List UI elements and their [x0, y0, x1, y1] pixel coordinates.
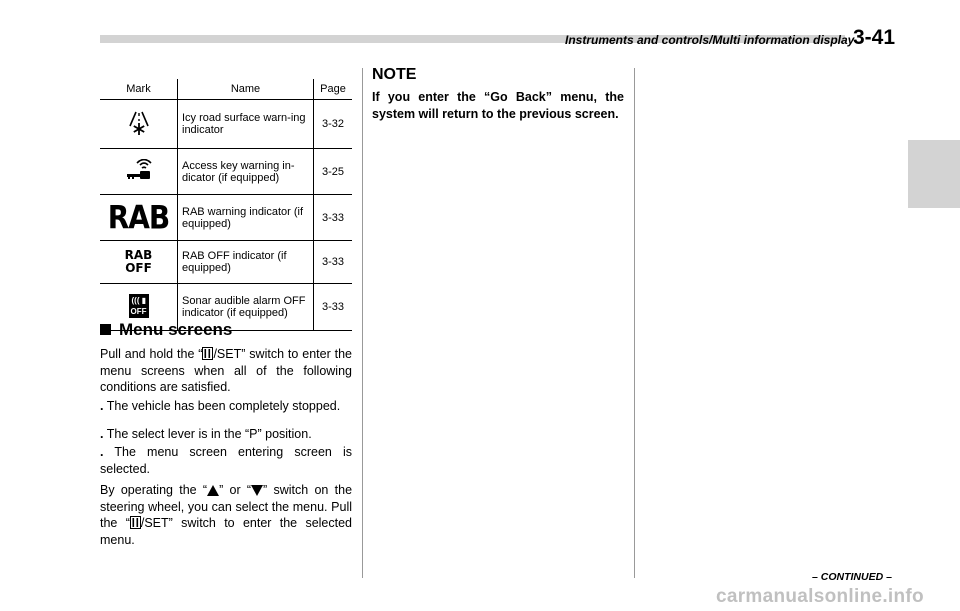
- chapter-side-tab: [908, 140, 960, 208]
- page-number: 3-41: [853, 26, 896, 49]
- column-header: Mark: [100, 79, 178, 100]
- info-switch-icon: [202, 347, 213, 360]
- table-row: [100, 241, 352, 284]
- list-item: . The select lever is in the “P” position.: [100, 427, 312, 441]
- square-bullet-icon: [100, 324, 111, 335]
- info-switch-icon: [130, 516, 141, 529]
- column-divider: [634, 68, 635, 578]
- table-row: [100, 195, 352, 241]
- section-heading: Menu screens: [100, 320, 232, 340]
- access-key-warning-icon: [124, 159, 154, 181]
- note-title: NOTE: [372, 66, 417, 83]
- list-item: . The menu screen entering screen is selected.: [100, 445, 352, 476]
- watermark: carmanualsonline.info: [716, 586, 924, 607]
- indicator-name: Sonar audible alarm OFF indicator (if equipped): [178, 284, 314, 331]
- page-reference: 3-33: [314, 284, 353, 331]
- indicator-name: Access key warning in-dicator (if equipped): [178, 149, 314, 195]
- table-header-row: [100, 79, 352, 100]
- rab-off-icon: RAB OFF: [124, 248, 153, 275]
- indicator-name: RAB warning indicator (if equipped): [178, 195, 314, 241]
- page-reference: 3-33: [314, 195, 353, 241]
- down-triangle-icon: [251, 485, 263, 496]
- list-item: . The vehicle has been completely stopped.: [100, 399, 341, 413]
- note-body: If you enter the “Go Back” menu, the system will return to the previous screen.: [372, 90, 624, 121]
- rab-warning-icon: RAB: [107, 198, 170, 237]
- section-title: Instruments and controls/Multi information display: [565, 33, 855, 47]
- icy-road-warning-icon: [127, 110, 151, 136]
- page-reference: 3-25: [314, 149, 353, 195]
- up-triangle-icon: [207, 485, 219, 496]
- page-reference: 3-33: [314, 241, 353, 284]
- column-divider: [362, 68, 363, 578]
- sonar-alarm-off-icon: ((( ▮ OFF: [130, 295, 147, 316]
- indicator-table: [100, 79, 352, 331]
- page-reference: 3-32: [314, 100, 353, 149]
- continued-label: – CONTINUED –: [812, 571, 892, 583]
- column-header: Page: [314, 79, 353, 100]
- operation-paragraph: By operating the “ ” or “ ” switch on the steering wheel, you can select the menu. Pull the “ /SET” switch to enter the selected menu.: [100, 483, 353, 547]
- indicator-name: RAB OFF indicator (if equipped): [178, 241, 314, 284]
- table-row: [100, 100, 352, 149]
- table-row: [100, 149, 352, 195]
- indicator-name: Icy road surface warn-ing indicator: [178, 100, 314, 149]
- column-header: Name: [178, 79, 314, 100]
- intro-paragraph: Pull and hold the “ /SET” switch to enter the menu screens when all of the following conditions are satisfied.: [100, 347, 352, 394]
